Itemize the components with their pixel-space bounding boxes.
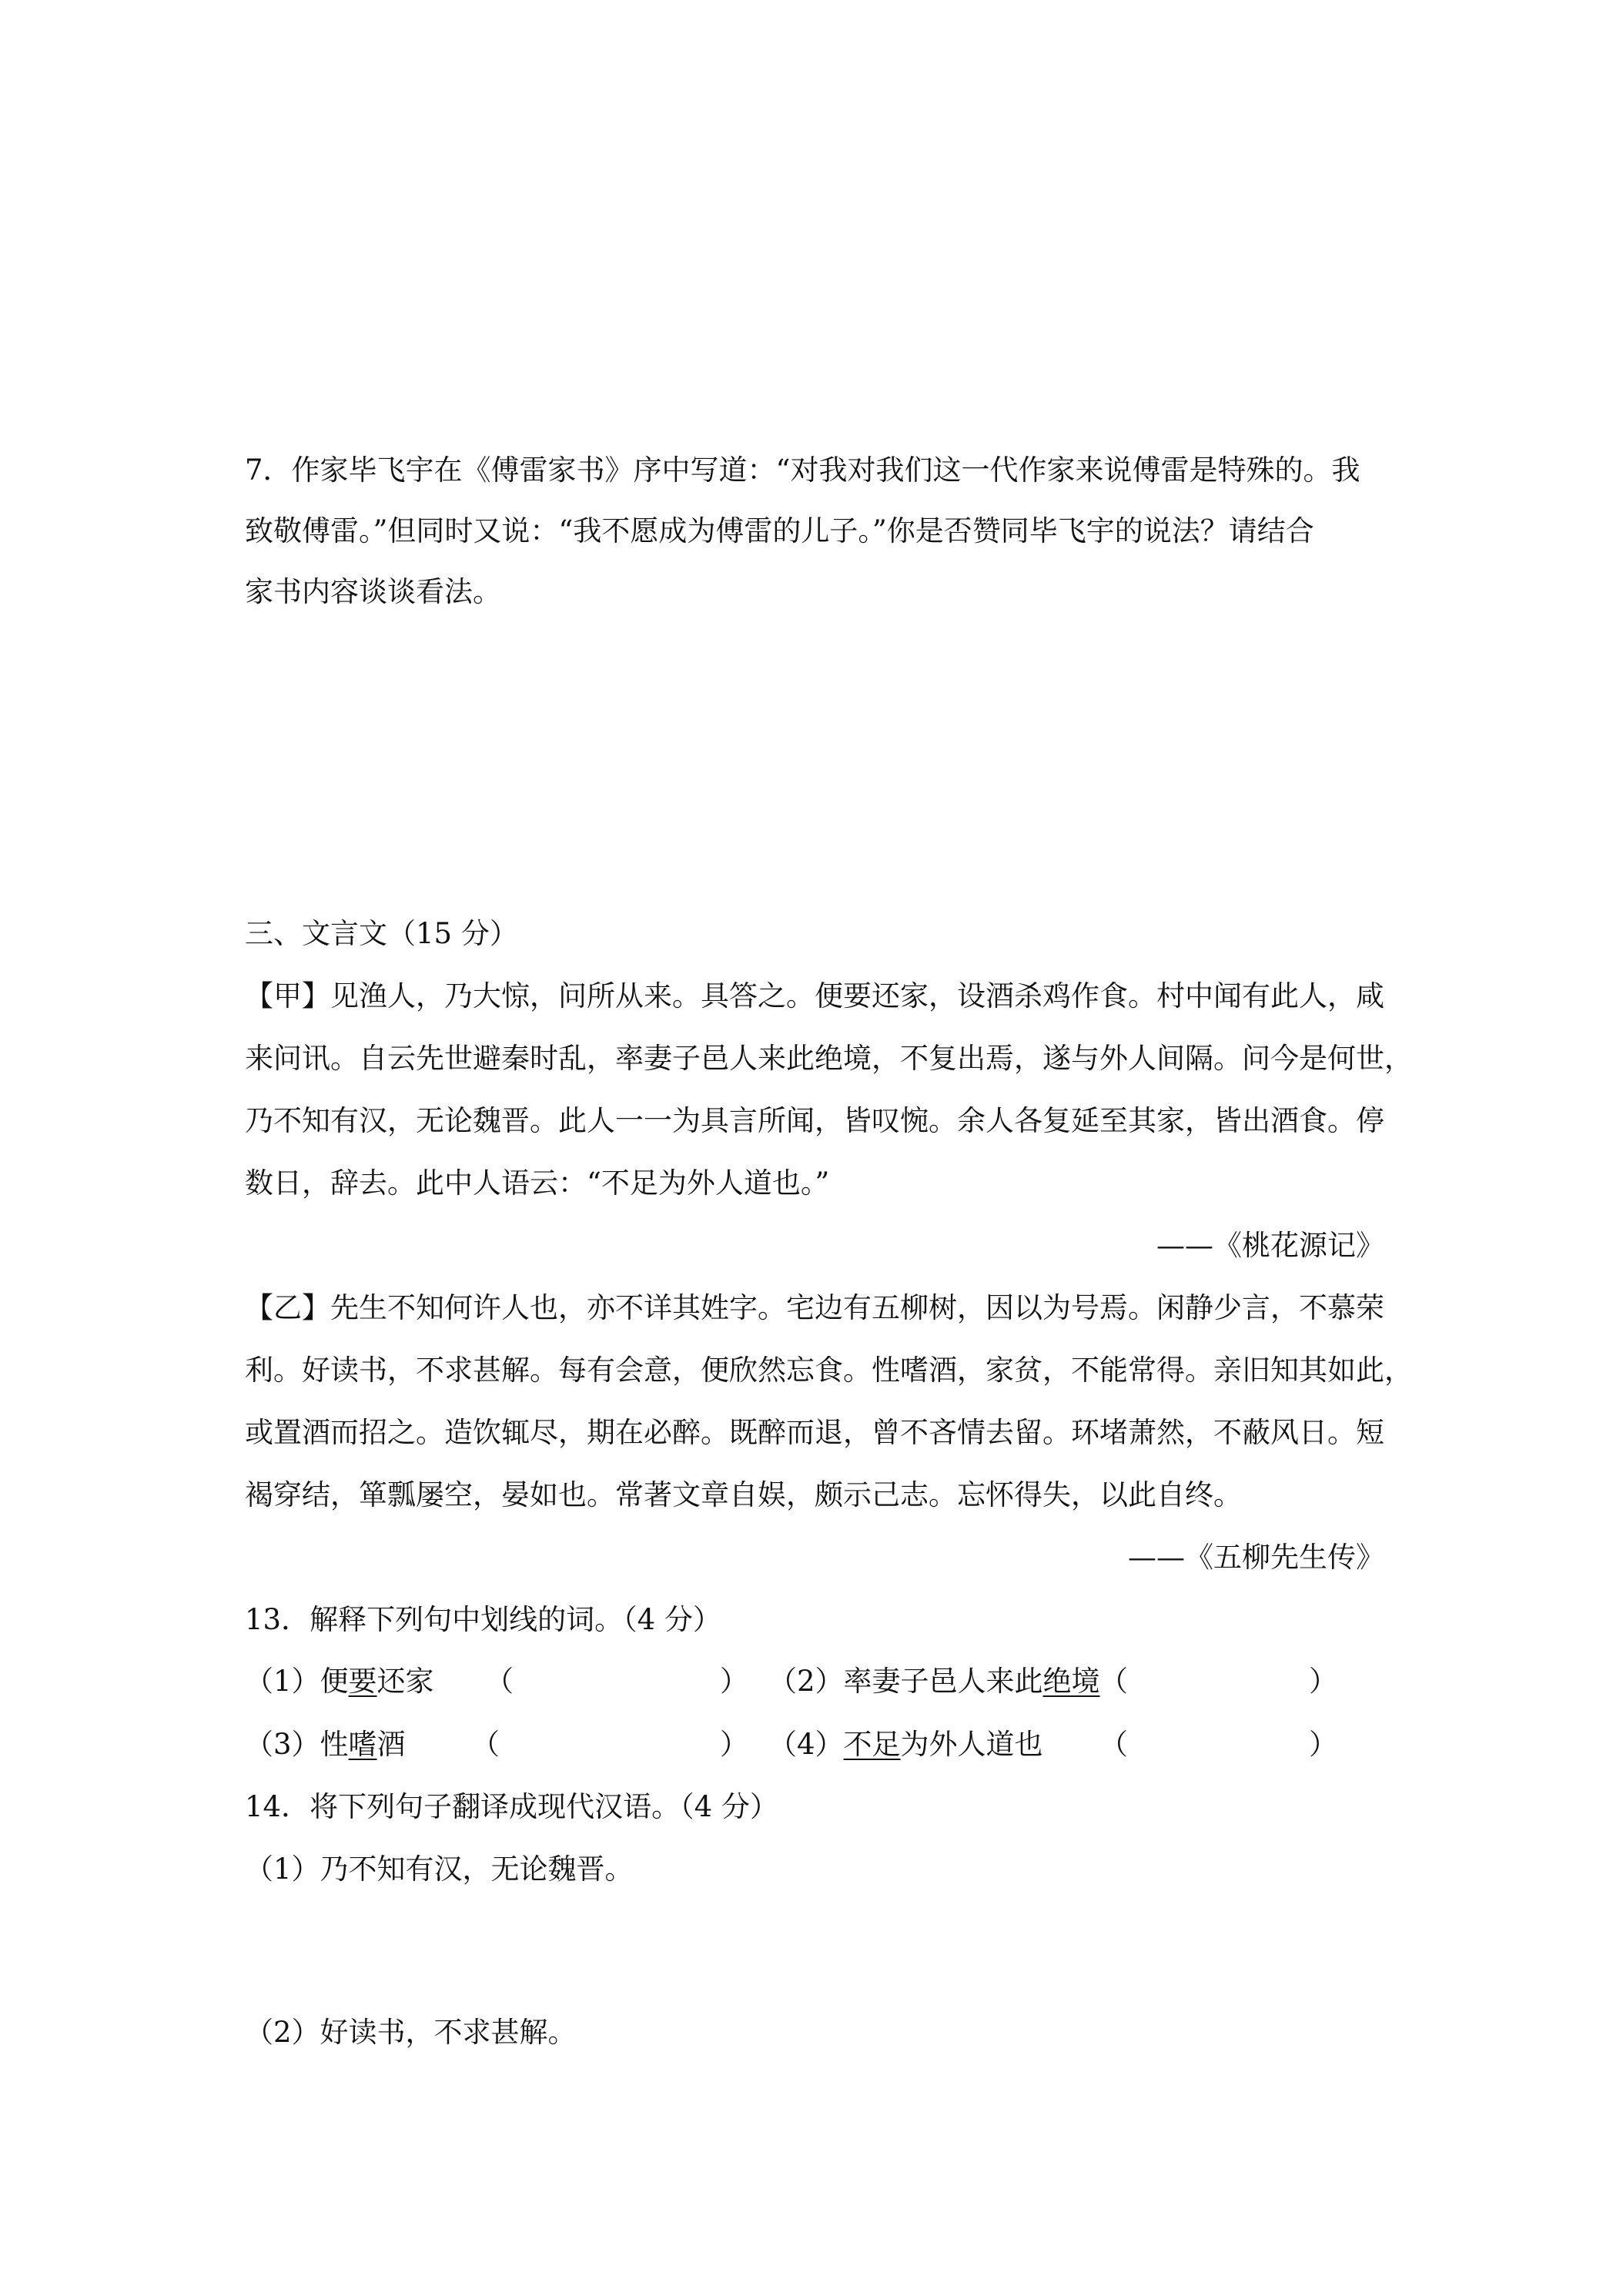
q13-item-4: [768, 1725, 1043, 1765]
jia-line-3: 乃不知有汉，无论魏晋。此人一一为具言所闻，皆叹惋。余人各复延至其家，皆出酒食。停: [245, 1104, 1384, 1137]
q13-item-1-pre: 便: [320, 1665, 349, 1698]
q13-item-2-close-paren: ）: [1309, 1665, 1337, 1698]
q13-item-3-open-paren: （: [471, 1728, 500, 1761]
yi-line-4: 褐穿结，箪瓢屡空，晏如也。常著文章自娱，颇示己志。忘怀得失，以此自终。: [245, 1478, 1242, 1511]
q14-item-1: （1）乃不知有汉，无论魏晋。: [245, 1853, 634, 1886]
q13-item-3-num: （3）: [245, 1728, 320, 1761]
q13-item-1: [245, 1662, 434, 1702]
yi-line-2: 利。好读书，不求甚解。每有会意，便欣然忘食。性嗜酒，家贫，不能常得。亲旧知其如此，: [245, 1354, 1413, 1387]
q13-prompt: 13．解释下列句中划线的词。（4 分）: [245, 1603, 721, 1636]
q14-item-2: （2）好读书，不求甚解。: [245, 2016, 577, 2049]
q13-item-4-post: 为外人道也: [900, 1728, 1043, 1761]
q13-item-2-underlined: 绝境: [1042, 1665, 1100, 1698]
section-heading: 三、文言文（15 分）: [245, 917, 518, 950]
q13-item-4-num: （4）: [768, 1728, 844, 1761]
yi-line-3: 或置酒而招之。造饮辄尽，期在必醉。既醉而退，曾不吝情去留。环堵萧然，不蔽风日。短: [245, 1416, 1384, 1449]
q7-line-2: 致敬傅雷。”但同时又说：“我不愿成为傅雷的儿子。”你是否赞同毕飞宇的说法？请结合: [245, 514, 1314, 547]
q13-item-1-num: （1）: [245, 1665, 320, 1698]
q13-item-4-close-paren: ）: [1309, 1728, 1337, 1761]
q13-item-2-open-paren: （: [1099, 1665, 1128, 1698]
q13-item-4-underlined: 不足: [843, 1728, 901, 1761]
q7-line-3: 家书内容谈谈看法。: [245, 575, 501, 608]
jia-line-2: 来问讯。自云先世避秦时乱，率妻子邑人来此绝境，不复出焉，遂与外人间隔。问今是何世，: [245, 1042, 1413, 1075]
q14-prompt: 14．将下列句子翻译成现代汉语。（4 分）: [245, 1790, 778, 1823]
q13-item-3: [245, 1725, 406, 1765]
q13-item-2: [768, 1662, 1100, 1702]
jia-source: ——《桃花源记》: [1156, 1229, 1384, 1262]
yi-source: ——《五柳先生传》: [1128, 1541, 1384, 1574]
q13-item-3-underlined: 嗜: [348, 1728, 377, 1761]
q13-item-2-num: （2）: [768, 1665, 844, 1698]
q13-item-4-open-paren: （: [1099, 1728, 1128, 1761]
jia-line-4: 数日，辞去。此中人语云：“不足为外人道也。”: [245, 1166, 830, 1200]
q13-item-1-post: 还家: [376, 1665, 434, 1698]
yi-line-1: 【乙】先生不知何许人也，亦不详其姓字。宅边有五柳树，因以为号焉。闲静少言，不慕荣: [245, 1291, 1384, 1324]
q13-item-2-pre: 率妻子邑人来此: [843, 1665, 1043, 1698]
q13-item-3-pre: 性: [320, 1728, 349, 1761]
jia-line-1: 【甲】见渔人，乃大惊，问所从来。具答之。便要还家，设酒杀鸡作食。村中闻有此人，咸: [245, 979, 1384, 1012]
q13-item-1-close-paren: ）: [720, 1665, 748, 1698]
q7-line-1: 7．作家毕飞宇在《傅雷家书》序中写道：“对我对我们这一代作家来说傅雷是特殊的。我: [245, 454, 1360, 487]
q13-item-3-close-paren: ）: [720, 1728, 748, 1761]
q13-item-1-open-paren: （: [485, 1665, 514, 1698]
q13-item-1-underlined: 要: [348, 1665, 377, 1698]
q13-item-3-post: 酒: [376, 1728, 406, 1761]
